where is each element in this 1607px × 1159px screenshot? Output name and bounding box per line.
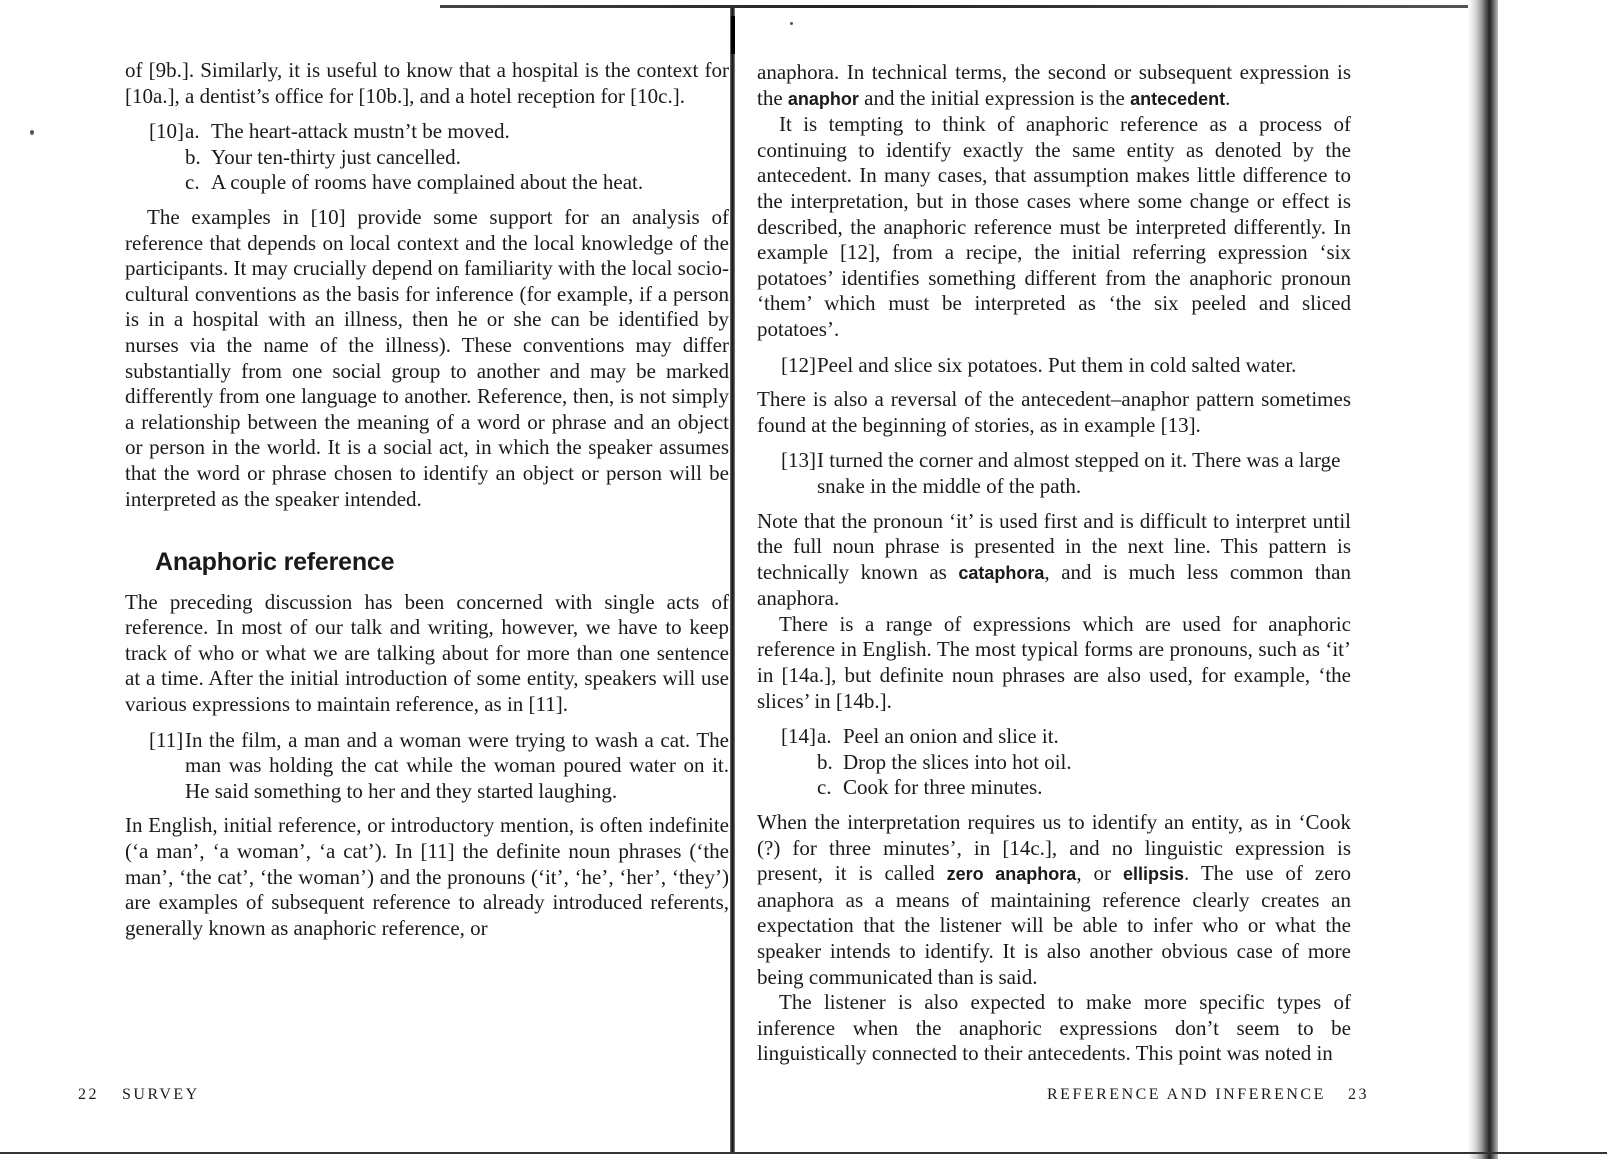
paragraph-listener: The listener is also expected to make more specific types of inference when the anaphoric expressions don’t seem to be linguistically connected to their antecedents. This point was noted in (757, 990, 1351, 1066)
example-number: [12] (781, 352, 816, 377)
paragraph-reversal: There is also a reversal of the antecedent–anaphor pattern sometimes found at the beginning of stories, as in example [13]. (757, 387, 1351, 437)
term-ellipsis: ellipsis (1122, 864, 1185, 885)
example-14 (757, 724, 1351, 801)
paragraph-intro: of [9b.]. Similarly, it is useful to know that a hospital is the context for [10a.], a dentist’s office for [10b.], and a hotel reception for [10c.]. (125, 58, 729, 108)
example-item: a. The heart-attack mustn’t be moved. (185, 119, 510, 144)
example-10 (125, 119, 729, 196)
paragraph-tempting: It is tempting to think of anaphoric reference as a process of continuing to identify exactly the same entity as denoted by the antecedent. In many cases, that assumption makes little difference to the interpretation, but in those cases where some change or effect is described, the anaphoric reference must be interpreted differently. In example [12], from a recipe, the initial referring expression ‘six potatoes’ identifies something different from the anaphoric pronoun ‘them’ which must be interpreted as ‘the six peeled and sliced potatoes’. (757, 112, 1351, 341)
page-number: 23 (1348, 1086, 1369, 1103)
example-number: [11] (149, 727, 184, 752)
left-page (0, 0, 735, 1159)
example-text: In the film, a man and a woman were trying to wash a cat. The man was holding the cat while the woman poured water on it. He said something to her and they started laughing. (185, 727, 729, 803)
paragraph-english: In English, initial reference, or introductory mention, is often indefinite (‘a man’, ‘a woman’, ‘a cat’). In [11] the definite noun phrases (‘the man’, ‘the cat’, ‘the woman’) and the pronouns (‘it’, ‘he’, ‘her’, ‘they’) are examples of subsequent reference to already introduced referents, generally known as anaphoric reference, or (125, 813, 729, 940)
term-anaphor: anaphor (787, 88, 859, 109)
example-11 (125, 728, 729, 805)
example-item: b. Your ten-thirty just cancelled. (185, 144, 461, 169)
paragraph-anaphora: anaphora. In technical terms, the second or subsequent expression is the anaphor and the initial expression is the antecedent. (757, 60, 1351, 110)
example-text: I turned the corner and almost stepped on it. There was a large snake in the middle of the path. (817, 448, 1341, 498)
example-number: [10] (149, 119, 184, 144)
section-heading: Anaphoric reference (155, 548, 395, 577)
example-number: [14] (781, 724, 816, 749)
paragraph-preceding: The preceding discussion has been concerned with single acts of reference. In most of our talk and writing, however, we have to keep track of who or what we are talking about for more than one sentence at a time. After the initial introduction of some entity, speakers will use various expressions to maintain reference, as in [11]. (125, 589, 729, 717)
example-item: c. A couple of rooms have complained about the heat. (185, 170, 644, 195)
left-text-column (125, 58, 729, 941)
example-text: Peel and slice six potatoes. Put them in cold salted water. (817, 352, 1297, 377)
running-head: REFERENCE AND INFERENCE (1047, 1086, 1326, 1103)
example-12 (757, 353, 1351, 379)
running-head: SURVEY (122, 1086, 200, 1103)
page-number: 22 (78, 1086, 99, 1103)
term-cataphora: cataphora (958, 562, 1045, 583)
example-number: [13] (781, 448, 816, 473)
term-zero-anaphora: zero anaphora (946, 864, 1077, 885)
example-item: a. Peel an onion and slice it. (817, 724, 1059, 749)
term-antecedent: antecedent (1130, 88, 1226, 109)
paragraph-examples: The examples in [10] provide some support for an analysis of reference that depends on local context and the local knowledge of the participants. It may crucially depend on familiarity with the local socio-cultural conventions as the basis for inference (for example, if a person is in a hospital with an illness, then he or she can be identified by nurses via the name of the illness). These conventions may differ substantially from one social group to another and may be marked differently from one language to another. Reference, then, is not simply a relationship between the meaning of a word or phrase and an object or person in the world. It is a social act, in which the speaker assumes that the word or phrase chosen to identify an object or person will be interpreted as the speaker intended. (125, 204, 729, 511)
paragraph-zero-anaphora: When the interpretation requires us to identify an entity, as in ‘Cook (?) for three minutes’, in [14c.], and no linguistic expression is present, it is called zero anaphora, or ellipsis. The use of zero anaphora as a means of maintaining reference clearly creates an expectation that the listener will be able to infer who or what the speaker intends to identify. It is also another obvious case of more being communicated than is said. (757, 810, 1352, 989)
right-page (735, 0, 1607, 1159)
example-13 (757, 448, 1351, 499)
paragraph-range: There is a range of expressions which are used for anaphoric reference in English. The most typical forms are pronouns, such as ‘it’ in [14a.], but definite noun phrases are also used, for example, ‘the slices’ in [14b.]. (757, 611, 1351, 713)
paragraph-note: Note that the pronoun ‘it’ is used first and is difficult to interpret until the full noun phrase is presented in the next line. This pattern is technically known as cataphora, and is much less common than anaphora. (757, 508, 1351, 611)
right-text-column (757, 60, 1351, 1067)
example-item: c. Cook for three minutes. (817, 775, 1043, 800)
example-item: b. Drop the slices into hot oil. (817, 749, 1072, 774)
